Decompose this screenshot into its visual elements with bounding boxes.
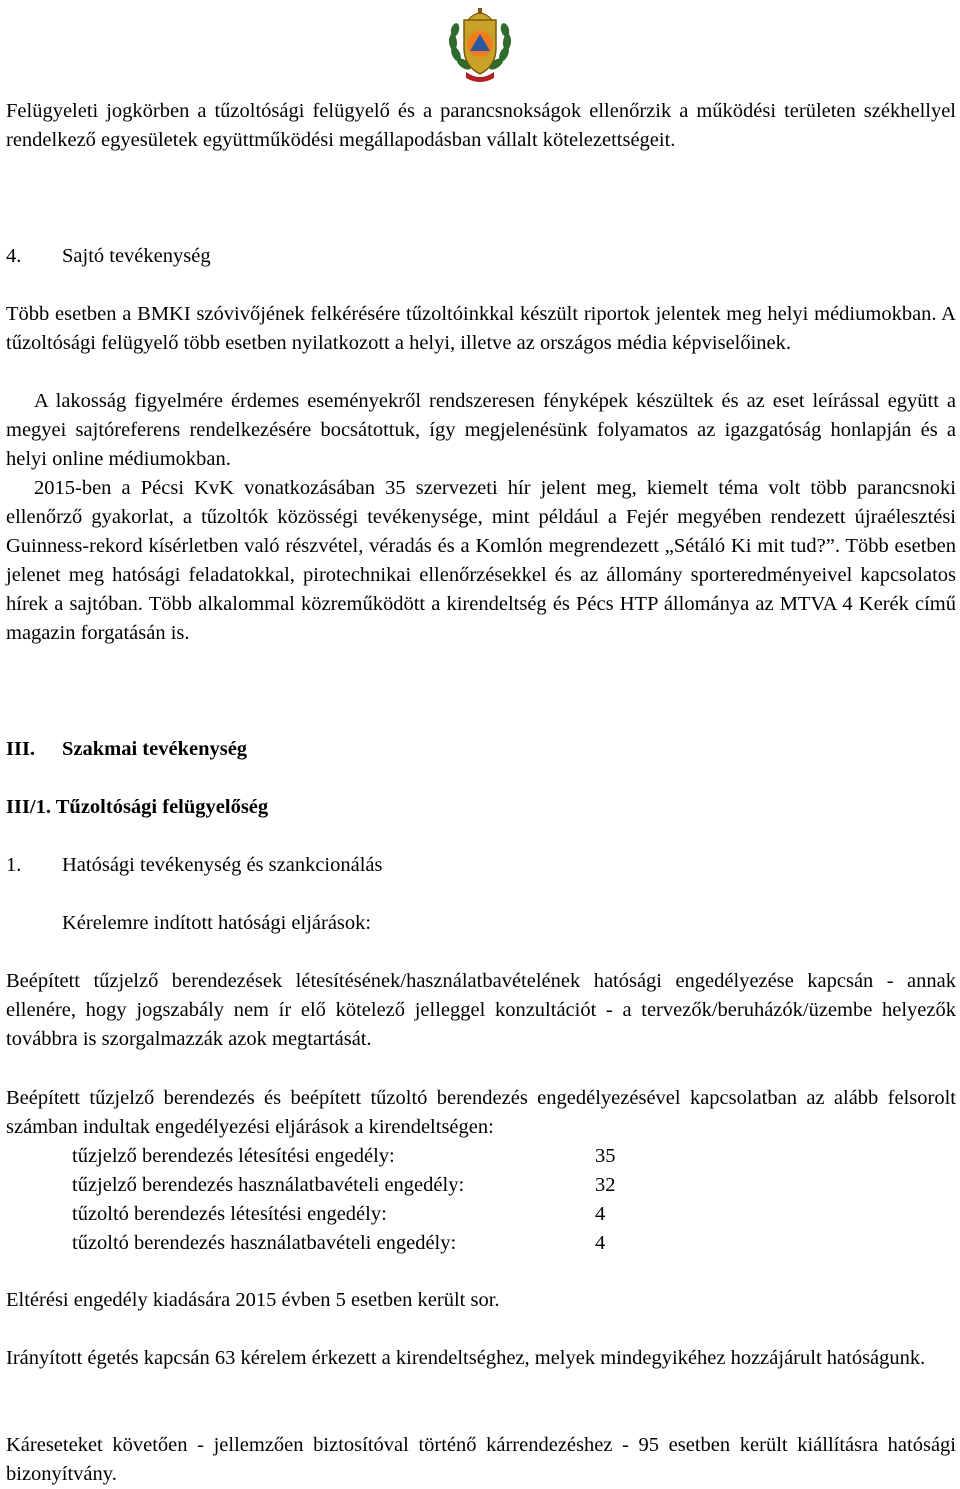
permit-count: 32 <box>595 1174 616 1196</box>
section-4-heading <box>6 242 956 271</box>
paragraph-controlled-burning: Irányított égetés kapcsán 63 kérelem érkezett a kirendeltséghez, melyek mindegyikéhez hozzájárult hatóságunk. <box>6 1347 926 1369</box>
paragraph-supervision: Felügyeleti jogkörben a tűzoltósági felügyelő és a parancsnokságok ellenőrzik a működési területen székhellyel rendelkező egyesületek együttműködési megállapodásban vállalt kötelezettségeit. <box>6 100 956 151</box>
subsection-heading: Kérelemre indított hatósági eljárások: <box>62 912 372 934</box>
paragraph-damage-certificates: Káreseteket követően - jellemzően biztosítóval történő kárrendezéshez - 95 esetben került kiállításra hatósági bizonyítvány. <box>6 1434 956 1485</box>
permit-count: 4 <box>595 1203 606 1225</box>
section-1-heading <box>6 851 956 880</box>
section-number: 1. <box>6 854 22 876</box>
paragraph-deviation-permit: Eltérési engedély kiadására 2015 évben 5 esetben került sor. <box>6 1289 500 1311</box>
permit-label: tűzjelző berendezés létesítési engedély: <box>72 1145 395 1167</box>
permit-label: tűzoltó berendezés létesítési engedély: <box>72 1203 387 1225</box>
chapter-title: Szakmai tevékenység <box>62 738 248 760</box>
emblem-icon <box>444 6 516 86</box>
section-title: Sajtó tevékenység <box>62 245 211 267</box>
list-item <box>72 1229 672 1258</box>
subchapter-heading: III/1. Tűzoltósági felügyelőség <box>6 796 269 818</box>
paragraph-press-1: Több esetben a BMKI szóvivőjének felkérésére tűzoltóinkkal készült riportok jelentek meg helyi médiumokban. A tűzoltósági felügyelő több esetben nyilatkozott a helyi, illetve az országos média képviselőinek. <box>6 303 956 354</box>
list-item <box>72 1171 672 1200</box>
chapter-heading <box>6 735 956 764</box>
permit-count: 4 <box>595 1232 606 1254</box>
list-item <box>72 1200 672 1229</box>
permit-label: tűzoltó berendezés használatbavételi engedély: <box>72 1232 457 1254</box>
list-item <box>72 1142 672 1171</box>
permit-count-list <box>72 1142 672 1258</box>
permit-label: tűzjelző berendezés használatbavételi engedély: <box>72 1174 465 1196</box>
section-number: 4. <box>6 245 22 267</box>
paragraph-press-3: 2015-ben a Pécsi KvK vonatkozásában 35 szervezeti hír jelent meg, kiemelt téma volt több parancsnoki ellenőrző gyakorlat, a tűzoltók közösségi tevékenysége, mint például a Fejér megyében rendezett újraélesztési Guinness-rekord kísérletben való részvétel, véradás és a Komlón megrendezett „Sétáló Ki mit tud?”. Több esetben jelenet meg hatósági feladatokkal, pirotechnikai ellenőrzésekkel és az állomány sporteredményeivel kapcsolatos hírek a sajtóban. Több alkalommal közreműködött a kirendeltség és Pécs HTP állománya az MTVA 4 Kerék című magazin forgatásán is. <box>6 477 956 644</box>
chapter-number: III. <box>6 738 36 760</box>
section-title: Hatósági tevékenység és szankcionálás <box>62 854 383 876</box>
paragraph-press-2: A lakosság figyelmére érdemes eseményekről rendszeresen fényképek készültek és az eset leírással együtt a megyei sajtóreferens rendelkezésére bocsátottuk, így megjelenésünk folyamatos az igazgatóság honlapján és a helyi online médiumokban. <box>6 390 956 470</box>
paragraph-permit-intro: Beépített tűzjelző berendezés és beépített tűzoltó berendezés engedélyezésével kapcsolatban az alább felsorolt számban indultak engedélyezési eljárások a kirendeltségen: <box>6 1087 956 1138</box>
permit-count: 35 <box>595 1145 616 1167</box>
paragraph-detector-consultation: Beépített tűzjelző berendezések létesítésének/használatbavételének hatósági engedélyezése kapcsán - annak ellenére, hogy jogszabály nem ír elő kötelező jelleggel konzultációt - a tervezők/beruházók/üzembe helyezők továbbra is szorgalmazzák azok megtartását. <box>6 970 956 1050</box>
